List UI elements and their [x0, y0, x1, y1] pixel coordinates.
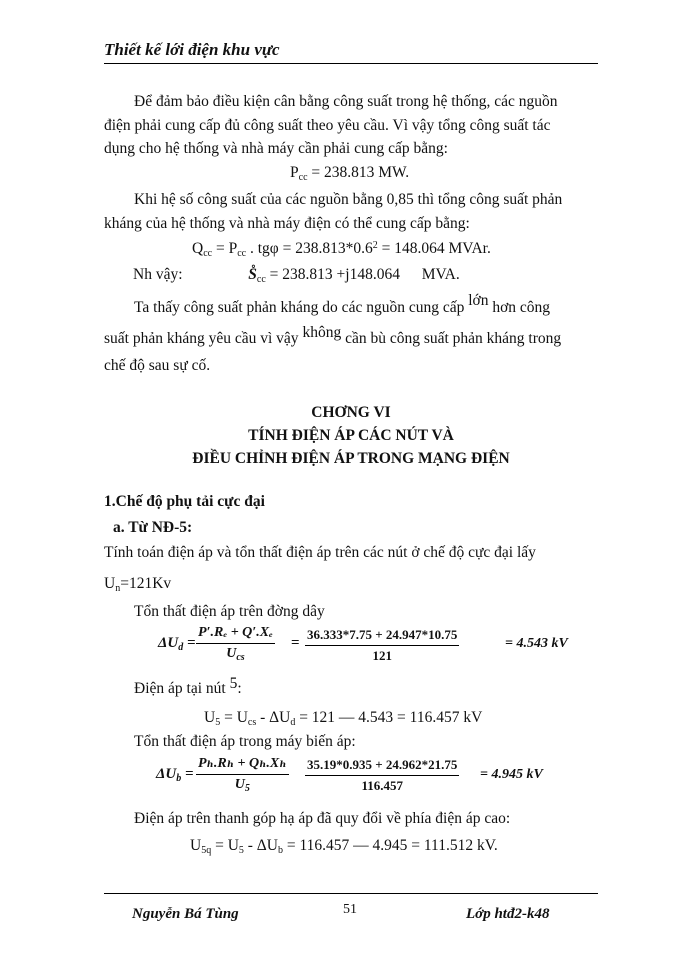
- numeric-denominator: 121: [372, 648, 392, 663]
- complex-power-symbol: S̊: [248, 266, 257, 283]
- loss-line-numeric-fraction: [305, 627, 459, 664]
- equation-pcc: Pcc = 238.813 MW.: [290, 164, 410, 183]
- equation-qcc: Qcc = Pcc . $tg\varphi = 238.813*0.6^2 = 148.064$ MVAr.: [192, 240, 491, 259]
- numeric-numerator: 35.19*0.935 + 24.962*21.75: [305, 757, 459, 776]
- para2-line2: kháng của hệ thống và nhà máy điện có thể cung cấp bằng:: [104, 215, 470, 232]
- para1-line3: dụng cho hệ thống và nhà máy cần phải cung cấp bằng:: [104, 140, 448, 157]
- chapter-number: CHƠNG VI: [311, 404, 391, 421]
- subsection-heading: a. Từ NĐ-5:: [113, 519, 193, 536]
- busbar-equation: U5q = U5 - ΔUb = 116.457 — 4.945 = 111.512 kV.: [190, 837, 498, 856]
- loss-transformer-formula-fraction: [196, 755, 289, 794]
- chapter-title-line1: TÍNH ĐIỆN ÁP CÁC NÚT VÀ: [248, 427, 454, 444]
- para1-line2: điện phải cung cấp đủ công suất theo yêu cầu. Vì vậy tổng công suất tác: [104, 117, 551, 134]
- loss-line-lhs: $\Delta U_d$ =: [158, 635, 196, 653]
- formula-numerator: P′.Rₑ + Q′.Xₑ: [196, 625, 275, 644]
- para3-line2: suất phản kháng yêu cầu vì vậy không cần bù công suất phản kháng trong: [104, 324, 562, 347]
- page-header-title: Thiết kế lới điện khu vực: [104, 40, 280, 59]
- footer-class: Lớp htđ2-k48: [466, 906, 550, 922]
- equation-scc: Nh vậy: S̊cc = 238.813 +j148.064 MVA.: [133, 266, 460, 285]
- footer-rule: [104, 893, 598, 894]
- footer-author: Nguyễn Bá Tùng: [132, 906, 239, 922]
- node5-equation: U5 = Ucs - ΔUd = 121 — 4.543 = 116.457 kV: [204, 709, 483, 728]
- busbar-label: Điện áp trên thanh góp hạ áp đã quy đổi về phía điện áp cao:: [134, 810, 511, 827]
- loss-transformer-label: Tổn thất điện áp trong máy biến áp:: [134, 733, 356, 750]
- section-heading: 1.Chế độ phụ tải cực đại: [104, 493, 265, 510]
- para2-line1: Khi hệ số công suất của các nguồn bằng 0,85 thì tổng công suất phản: [134, 191, 563, 208]
- header-rule: [104, 63, 598, 64]
- loss-transformer-result: = 4.945 kV: [480, 767, 543, 782]
- numeric-numerator: 36.333*7.75 + 24.947*10.75: [305, 627, 459, 646]
- formula-denominator: $U_{cs}$: [226, 646, 245, 663]
- equals-sign: =: [291, 635, 300, 651]
- para3-line1: Ta thấy công suất phản kháng do các nguồn cung cấp lớn hơn công: [134, 292, 551, 316]
- loss-line-label: Tổn thất điện áp trên đờng dây: [134, 603, 325, 620]
- node5-label: Điện áp tại nút 5:: [134, 675, 242, 697]
- loss-transformer-lhs: $\Delta U_b$ =: [156, 766, 194, 784]
- formula-denominator: $U_5$: [234, 777, 250, 794]
- numeric-denominator: 116.457: [361, 778, 403, 793]
- loss-transformer-numeric-fraction: [305, 757, 459, 794]
- para4-line2: Un=121Kv: [104, 575, 172, 594]
- para1-line1: Để đảm bảo điều kiện cân bằng công suất trong hệ thống, các nguồn: [134, 93, 558, 110]
- para4-line1: Tính toán điện áp và tổn thất điện áp trên các nút ở chế độ cực đại lấy: [104, 544, 536, 561]
- formula-numerator: Pₕ.Rₕ + Qₕ.Xₕ: [196, 755, 289, 775]
- loss-line-formula-fraction: [196, 625, 275, 663]
- loss-line-result: = 4.543 kV: [505, 636, 568, 651]
- para3-line3: chế độ sau sự cố.: [104, 357, 211, 374]
- chapter-title-line2: ĐIỀU CHỈNH ĐIỆN ÁP TRONG MẠNG ĐIỆN: [192, 450, 510, 467]
- page-number: 51: [343, 902, 357, 917]
